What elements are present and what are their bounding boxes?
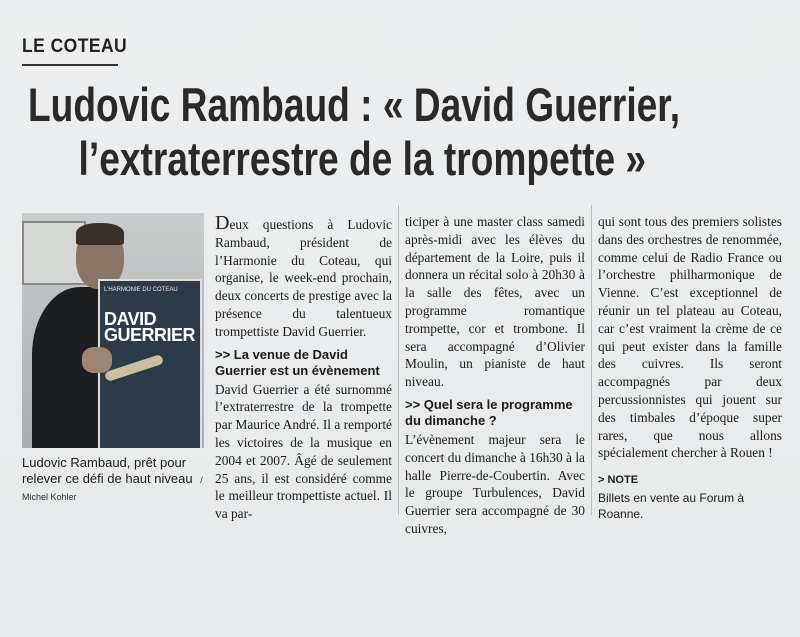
question-1-heading: >> La venue de David Guerrier est un évènement <box>215 346 380 378</box>
headline-line-1: Ludovic Rambaud : « David Guerrier, <box>28 78 681 131</box>
column-divider <box>591 205 592 515</box>
question-2-heading: >> Quel sera le programme du dimanche ? <box>405 396 573 428</box>
answer-1-continued: ticiper à une master class samedi après-midi avec les élèves du département de la Loire, puis il donnera un récital solo à 20h30 à la salle des fêtes, avec un programme romantique trompette, cor et trombone. Il sera accompagné d’Olivier Moulin, un pianiste de haut niveau. <box>405 214 585 390</box>
answer-2-continued: qui sont tous des premiers solistes dans des orchestres de renommée, comme celui de Radio France ou l’orchestre philharmonique de Vienne. C’est exceptionnel de réunir un tel plateau au Coteau, car c’est vraiment la crème de ce qui peut exister dans la famille des cuivres. Ils seront accompagnés par deux percussionnistes qui jouent sur des timbales d’époque super rares, que nous allons spécialement chercher à Rouen ! <box>598 214 782 461</box>
photo-caption <box>22 455 212 505</box>
photo-person-hair <box>76 223 124 245</box>
photo-hand <box>82 347 112 373</box>
intro-text: eux questions à Ludovic Rambaud, président de l’Harmonie du Coteau, qui organise, le week-end prochain, deux concerts de prestige avec la présence du talentueux trompettiste David Guerrier. <box>215 217 392 339</box>
article-photo <box>22 213 204 448</box>
answer-1-text: David Guerrier a été surnommé l’extraterrestre de la trompette par Maurice André. Il a remporté les victoires de la musique en 2004 et 2007. Âgé de seulement 25 ans, il est considéré comme le meilleur trompettiste actuel. Il va par- <box>215 381 392 522</box>
note-label: > NOTE <box>598 474 639 487</box>
photo-credit: / Michel Kohler <box>22 475 203 502</box>
article-column-3 <box>598 213 782 522</box>
drop-cap: D <box>215 212 230 234</box>
caption-text: Ludovic Rambaud, prêt pour relever ce défi de haut niveau <box>22 455 193 486</box>
poster-title: DAVID GUERRIER <box>104 309 196 345</box>
answer-2-text: L’évènement majeur sera le concert du dimanche à 16h30 à la halle Pierre-de-Coubertin. Avec le groupe Turbulences, David Guerrier sera accompagné de 30 cuivres, <box>405 431 585 536</box>
column-divider <box>398 205 399 515</box>
section-rule <box>22 64 118 66</box>
article-column-1 <box>215 212 392 523</box>
headline-line-2: l’extraterrestre de la trompette » <box>78 132 647 185</box>
section-label: LE COTEAU <box>22 36 128 57</box>
intro-paragraph <box>215 212 392 341</box>
note-text: Billets en vente au Forum à Roanne. <box>598 490 745 521</box>
poster-subtitle: L’HARMONIE DU COTEAU <box>104 287 178 293</box>
headline <box>28 78 681 186</box>
article-column-2 <box>405 213 585 538</box>
